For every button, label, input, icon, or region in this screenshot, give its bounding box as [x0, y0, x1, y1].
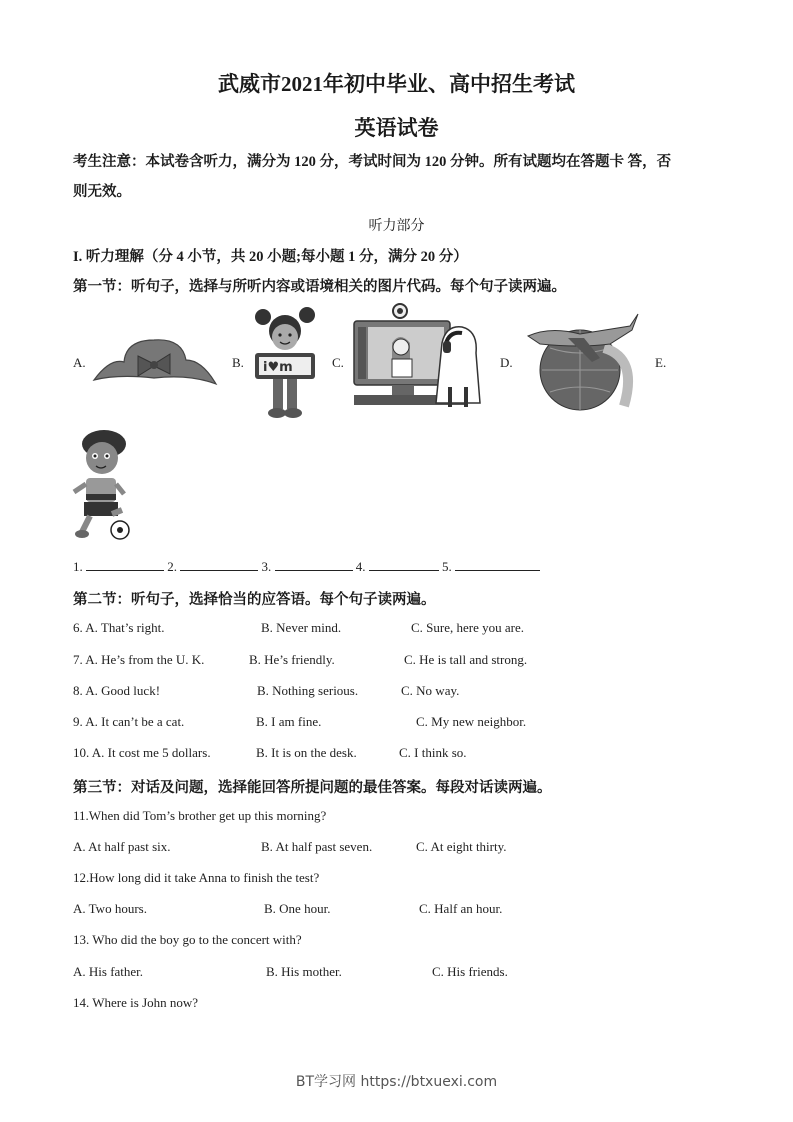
q8-option-b: B. Nothing serious. [257, 683, 359, 698]
part2-heading: 第二节：听句子，选择恰当的应答语。每个句子读两遍。 [73, 592, 436, 608]
q8-option-a: 8. A. Good luck! [73, 683, 161, 698]
q10-option-a: 10. A. It cost me 5 dollars. [73, 745, 211, 760]
option-label-d: D. [500, 355, 513, 370]
option-label-c: C. [332, 355, 344, 370]
part1-heading: 第一节：听句子，选择与所听内容或语境相关的图片代码。每个句子读两遍。 [73, 279, 566, 295]
blank-label-3: 3. [261, 559, 272, 574]
q10-option-b: B. It is on the desk. [256, 745, 357, 760]
q13-option-b: B. His mother. [266, 964, 342, 979]
airplane-globe-icon [520, 308, 644, 413]
answer-blanks [73, 558, 540, 575]
section-heading: I. 听力理解（分 4 小节，共 20 小题;每小题 1 分，满分 20 分） [73, 249, 468, 265]
q12-option-a: A. Two hours. [73, 901, 147, 916]
exam-subtitle: 英语试卷 [354, 116, 439, 140]
q7-option-c: C. He is tall and strong. [404, 652, 528, 667]
sign-text: i♥m [263, 360, 293, 375]
girl-holding-sign-icon [249, 305, 321, 423]
q13-option-a: A. His father. [73, 964, 144, 979]
q7-option-b: B. He’s friendly. [249, 652, 335, 667]
q11-option-b: B. At half past seven. [261, 839, 373, 854]
q8-option-c: C. No way. [401, 683, 460, 698]
answer-blank-3[interactable] [275, 558, 353, 571]
answer-blank-5[interactable] [455, 558, 540, 571]
part-title: 听力部分 [368, 219, 425, 234]
q12-option-c: C. Half an hour. [419, 901, 503, 916]
q12-option-b: B. One hour. [264, 901, 331, 916]
q12-question: 12.How long did it take Anna to finish the test? [73, 870, 320, 885]
answer-blank-4[interactable] [369, 558, 439, 571]
exam-title: 武威市2021年初中毕业、高中招生考试 [218, 72, 575, 96]
q11-question: 11.When did Tom’s brother get up this morning? [73, 808, 327, 823]
q11-option-c: C. At eight thirty. [416, 839, 507, 854]
footer-watermark: BT学习网 https://btxuexi.com [295, 1074, 498, 1090]
notice-line-1: 考生注意：本试卷含听力，满分为 120 分，考试时间为 120 分钟。所有试题均在答题卡 答，否 [73, 154, 672, 170]
q9-option-c: C. My new neighbor. [416, 714, 527, 729]
blank-label-1: 1. [73, 559, 83, 574]
q6-option-b: B. Never mind. [261, 620, 342, 635]
q13-question: 13. Who did the boy go to the concert with? [73, 932, 302, 947]
blank-label-4: 4. [355, 559, 366, 574]
q10-option-c: C. I think so. [399, 745, 467, 760]
q13-option-c: C. His friends. [432, 964, 508, 979]
boy-playing-soccer-icon [72, 428, 134, 546]
notice-line-2: 则无效。 [73, 184, 131, 200]
video-call-icon [350, 303, 484, 415]
q11-option-a: A. At half past six. [73, 839, 171, 854]
option-label-b: B. [232, 355, 244, 370]
q6-option-a: 6. A. That’s right. [73, 620, 165, 635]
answer-blank-1[interactable] [86, 558, 164, 571]
q6-option-c: C. Sure, here you are. [411, 620, 524, 635]
q7-option-a: 7. A. He’s from the U. K. [73, 652, 205, 667]
blank-label-5: 5. [442, 559, 452, 574]
part3-heading: 第三节：对话及问题，选择能回答所提问题的最佳答案。每段对话读两遍。 [73, 780, 552, 796]
option-label-a: A. [73, 355, 86, 370]
hat-icon [90, 330, 218, 390]
q9-option-a: 9. A. It can’t be a cat. [73, 714, 185, 729]
answer-blank-2[interactable] [180, 558, 258, 571]
blank-label-2: 2. [167, 559, 177, 574]
q9-option-b: B. I am fine. [256, 714, 322, 729]
q14-question: 14. Where is John now? [73, 995, 199, 1010]
option-label-e: E. [655, 355, 667, 370]
